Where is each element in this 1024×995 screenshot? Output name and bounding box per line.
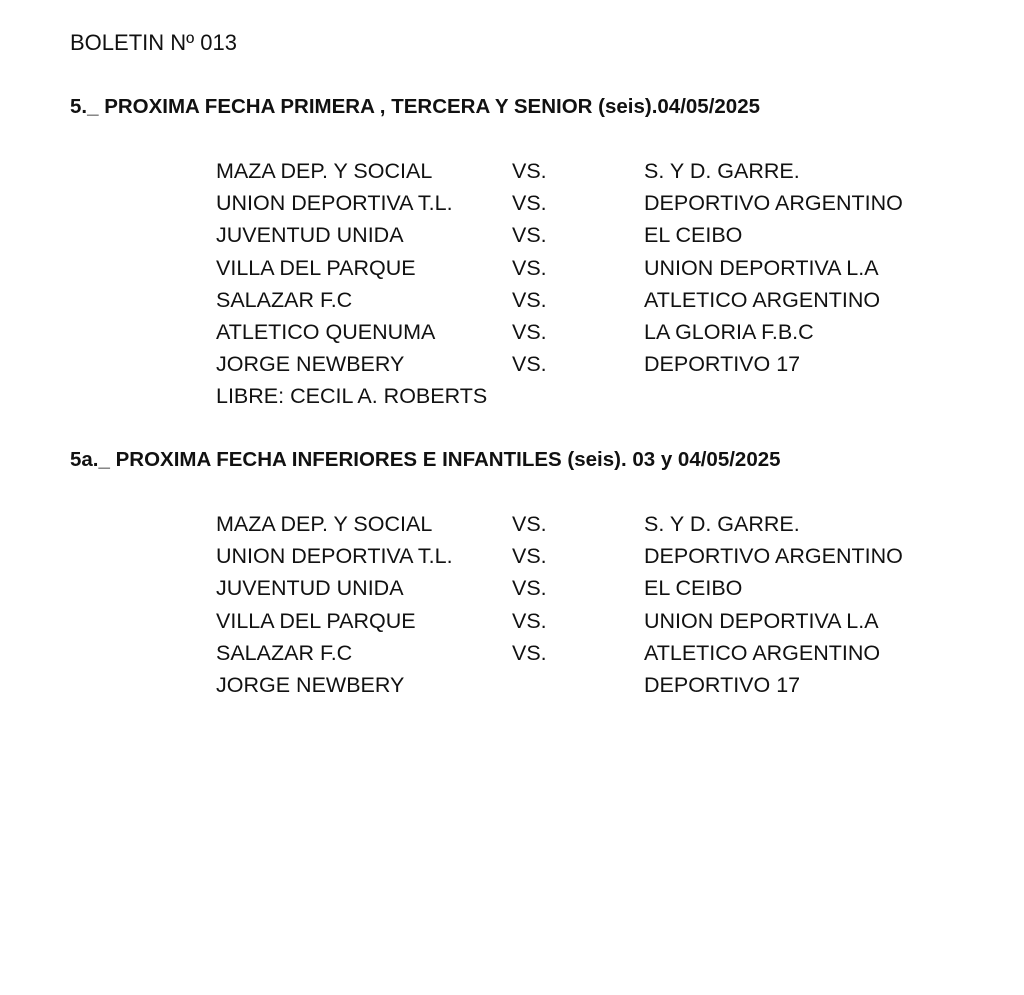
fixture-row [216,638,976,670]
home-team: UNION DEPORTIVA T.L. [216,191,453,216]
home-team: JUVENTUD UNIDA [216,576,404,601]
away-team: EL CEIBO [644,223,743,248]
away-team: DEPORTIVO 17 [644,672,801,697]
versus-label: VS. [512,191,547,216]
versus-label: VS. [512,319,547,344]
versus-label: VS. [512,287,547,312]
home-team: VILLA DEL PARQUE [216,255,416,280]
fixture-row [216,349,976,381]
fixture-row [216,670,976,702]
bye-team-note: LIBRE: CECIL A. ROBERTS [216,384,488,409]
away-team: LA GLORIA F.B.C [644,319,814,344]
versus-label: VS. [512,255,547,280]
fixture-row [216,509,976,541]
versus-label: VS. [512,544,547,569]
away-team: DEPORTIVO ARGENTINO [644,191,903,216]
home-team: UNION DEPORTIVA T.L. [216,544,453,569]
fixture-row [216,220,976,252]
fixture-row [216,573,976,605]
fixture-list-inferiores [216,509,976,702]
fixture-row [216,541,976,573]
home-team: JORGE NEWBERY [216,352,405,377]
versus-label: VS. [512,223,547,248]
home-team: ATLETICO QUENUMA [216,319,436,344]
fixture-row [216,253,976,285]
fixture-row [216,285,976,317]
section-heading-primera: 5._ PROXIMA FECHA PRIMERA , TERCERA Y SENIOR (seis).04/05/2025 [70,95,760,118]
fixture-row [216,317,976,349]
versus-label: VS. [512,352,547,377]
home-team: JUVENTUD UNIDA [216,223,404,248]
away-team: UNION DEPORTIVA L.A [644,608,879,633]
section-heading-inferiores: 5a._ PROXIMA FECHA INFERIORES E INFANTILES (seis). 03 y 04/05/2025 [70,448,781,471]
away-team: DEPORTIVO ARGENTINO [644,544,903,569]
fixture-row [216,156,976,188]
fixture-row [216,606,976,638]
versus-label: VS. [512,640,547,665]
fixture-row [216,188,976,220]
bulletin-title: BOLETIN Nº 013 [70,30,237,55]
away-team: ATLETICO ARGENTINO [644,640,881,665]
home-team: VILLA DEL PARQUE [216,608,416,633]
home-team: MAZA DEP. Y SOCIAL [216,512,433,536]
home-team: SALAZAR F.C [216,640,353,665]
home-team: SALAZAR F.C [216,287,353,312]
away-team: UNION DEPORTIVA L.A [644,255,879,280]
versus-label: VS. [512,512,547,536]
fixture-list-primera [216,156,976,413]
home-team: JORGE NEWBERY [216,672,405,697]
away-team: S. Y D. GARRE. [644,159,800,183]
versus-label: VS. [512,159,547,183]
versus-label: VS. [512,576,547,601]
away-team: DEPORTIVO 17 [644,352,801,377]
away-team: EL CEIBO [644,576,743,601]
away-team: S. Y D. GARRE. [644,512,800,536]
away-team: ATLETICO ARGENTINO [644,287,881,312]
versus-label: VS. [512,608,547,633]
home-team: MAZA DEP. Y SOCIAL [216,159,433,183]
